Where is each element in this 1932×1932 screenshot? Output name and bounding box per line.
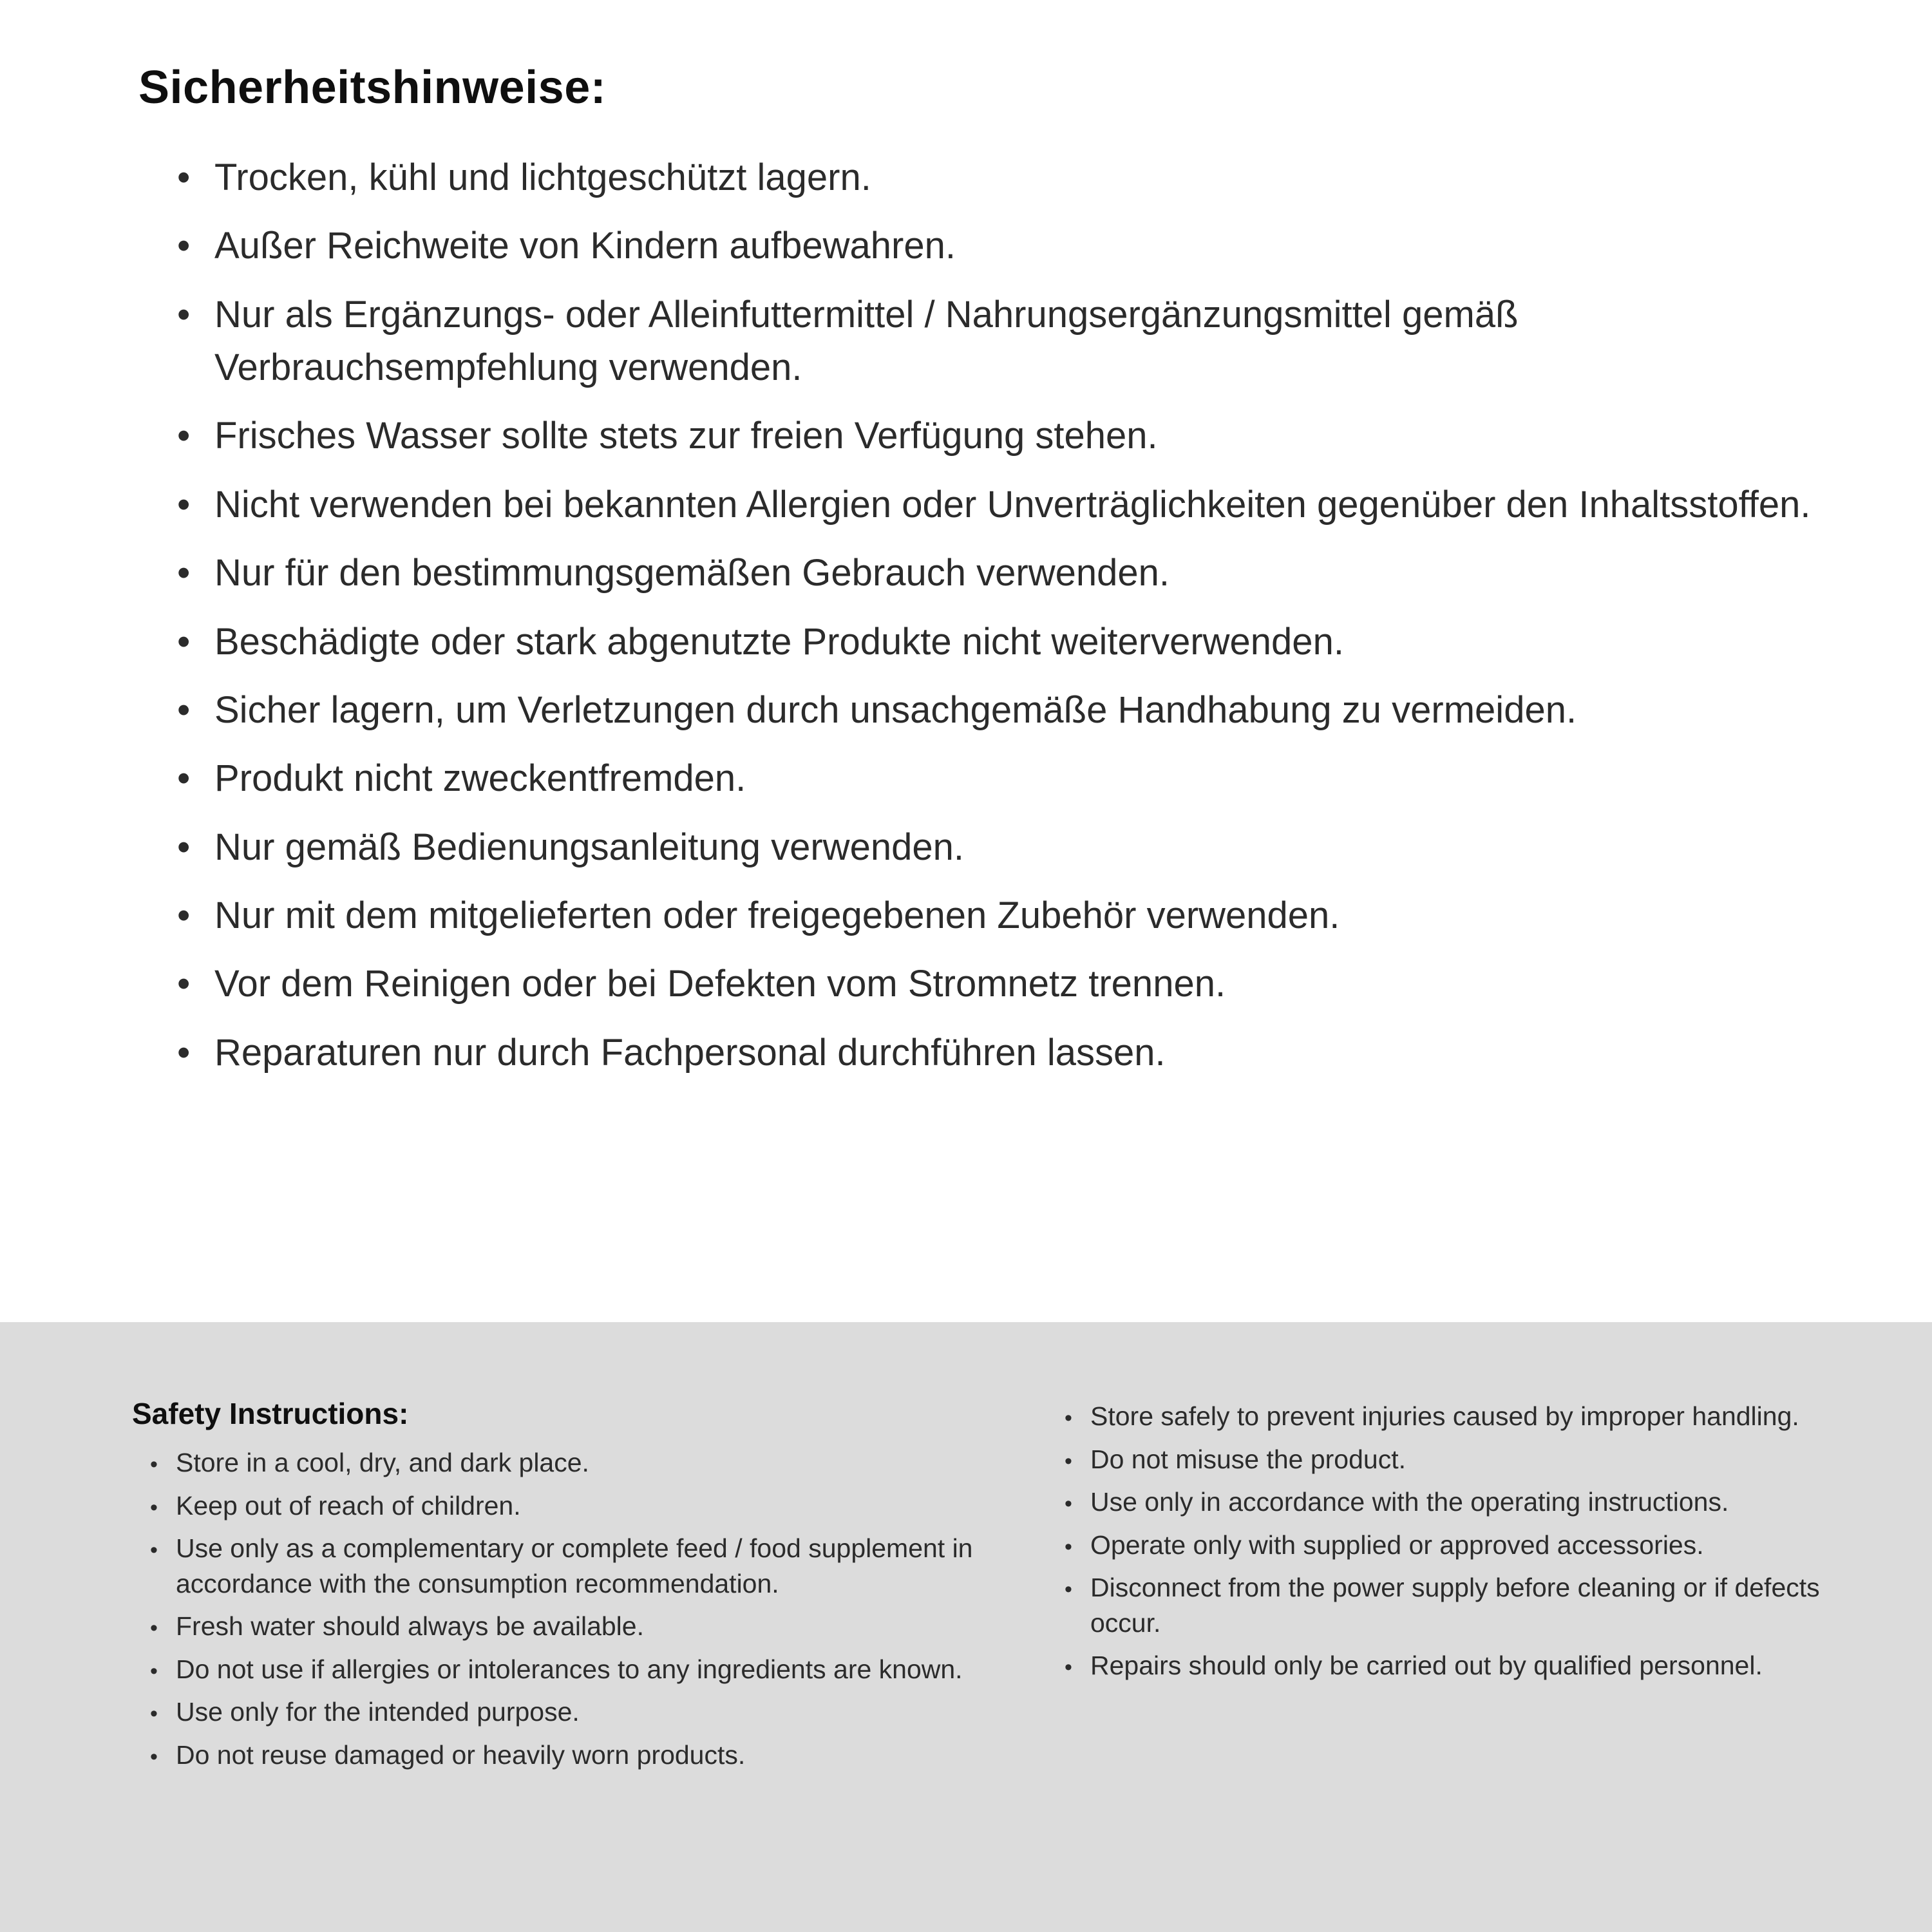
german-safety-item: • Sicher lagern, um Verletzungen durch unsachgemäße Handhabung zu vermeiden. [177, 684, 1816, 737]
german-safety-item: • Trocken, kühl und lichtgeschützt lagern. [177, 151, 1816, 204]
german-safety-item: • Produkt nicht zweckentfremden. [177, 752, 1816, 805]
english-safety-item: • Use only as a complementary or complete feed / food supplement in accordance with the consumption recommendation. [150, 1531, 1008, 1601]
german-safety-item: • Nur als Ergänzungs- oder Alleinfuttermittel / Nahrungsergänzungsmittel gemäß Verbrauchsempfehlung verwenden. [177, 289, 1816, 395]
german-safety-list [138, 151, 1816, 1079]
german-safety-item: • Reparaturen nur durch Fachpersonal durchführen lassen. [177, 1027, 1816, 1079]
english-safety-list-left [132, 1445, 1008, 1772]
english-left-column [132, 1396, 1008, 1932]
german-safety-item: • Vor dem Reinigen oder bei Defekten vom Stromnetz trennen. [177, 958, 1816, 1010]
german-safety-item: • Nicht verwenden bei bekannten Allergien oder Unverträglichkeiten gegenüber den Inhaltsstoffen. [177, 478, 1816, 531]
english-safety-item: • Do not reuse damaged or heavily worn products. [150, 1738, 1008, 1773]
german-safety-item: • Nur für den bestimmungsgemäßen Gebrauch verwenden. [177, 547, 1816, 600]
english-safety-item: • Do not misuse the product. [1065, 1442, 1835, 1477]
english-safety-list-right [1046, 1399, 1835, 1683]
german-title: Sicherheitshinweise: [138, 62, 607, 113]
english-safety-item: • Store safely to prevent injuries caused by improper handling. [1065, 1399, 1835, 1434]
german-safety-item: • Beschädigte oder stark abgenutzte Produkte nicht weiterverwenden. [177, 616, 1816, 668]
english-safety-item: • Use only in accordance with the operating instructions. [1065, 1484, 1835, 1520]
english-safety-item: • Use only for the intended purpose. [150, 1694, 1008, 1730]
english-title: Safety Instructions: [132, 1397, 409, 1430]
german-safety-item: • Außer Reichweite von Kindern aufbewahren. [177, 220, 1816, 272]
german-safety-item: • Frisches Wasser sollte stets zur freien Verfügung stehen. [177, 410, 1816, 462]
german-safety-item: • Nur gemäß Bedienungsanleitung verwenden. [177, 821, 1816, 874]
english-safety-item: • Store in a cool, dry, and dark place. [150, 1445, 1008, 1481]
english-safety-item: • Disconnect from the power supply before cleaning or if defects occur. [1065, 1570, 1835, 1640]
english-safety-item: • Repairs should only be carried out by qualified personnel. [1065, 1648, 1835, 1683]
english-safety-item: • Operate only with supplied or approved accessories. [1065, 1528, 1835, 1563]
english-safety-item: • Fresh water should always be available. [150, 1609, 1008, 1644]
german-safety-item: • Nur mit dem mitgelieferten oder freigegebenen Zubehör verwenden. [177, 889, 1816, 942]
english-safety-item: • Do not use if allergies or intolerances to any ingredients are known. [150, 1652, 1008, 1687]
english-safety-item: • Keep out of reach of children. [150, 1488, 1008, 1524]
english-section [0, 1322, 1932, 1932]
english-right-column [1046, 1396, 1835, 1932]
